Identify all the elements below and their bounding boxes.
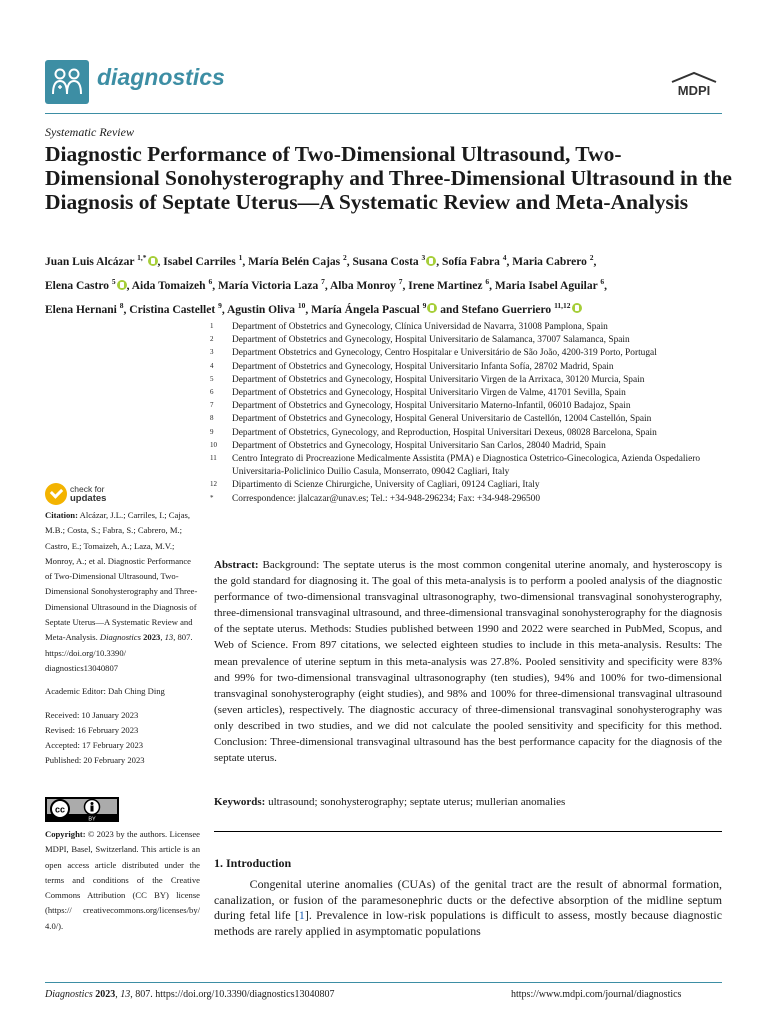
author-affiliation-number: 11,12 [554, 300, 571, 310]
journal-logo-icon [45, 60, 89, 104]
author-name[interactable]: Elena Castro [45, 279, 109, 292]
affiliation-number: 1 [210, 322, 214, 330]
affiliation-number: 7 [210, 401, 214, 410]
affiliation-number: 6 [210, 388, 214, 397]
publisher-name: MDPI [677, 83, 711, 98]
author-name[interactable]: Irene Martinez [408, 279, 483, 292]
affiliation-text: Department of Obstetrics, Gynecology, and Reproduction, Hospital Universitari Dexeus, 08028 Barcelona, Spain [232, 427, 657, 438]
journal-name[interactable]: diagnostics [97, 64, 225, 90]
affiliation-text: Department of Obstetrics and Gynecology, Clínica Universidad de Navarra, 31008 Pamplona, Spain [232, 322, 608, 332]
author-list: Juan Luis Alcázar $^{1,*}$ , Isabel Carriles $^1$, María Belén Cajas $^2$, Susana Costa $^3$ , Sofía Fabra $^4$, Maria Cabrero $^2$, Elena Castro $^5$ , Aida Tomaizeh $^6$, María Victoria Laza $^7$, Alba Monroy $^7$, Irene Martinez $^6$, Maria Isabel Aguilar $^6$, Elena Hernani $^8$, Cristina Castellet $^9$, Agustin Oliva $^{10}$, María Ángela Pascual $^9$ and Stefano Guerriero $^{11,12}$ [45, 253, 607, 316]
author-name[interactable]: María Ángela Pascual [311, 303, 420, 316]
affiliation-item [210, 374, 730, 387]
author-affiliation-number: 7 [321, 276, 325, 286]
section-heading: 1. Introduction [214, 856, 292, 870]
affiliation-item [210, 334, 730, 347]
check-updates-icon[interactable] [45, 483, 67, 505]
mdpi-logo-icon[interactable] [668, 70, 720, 100]
affiliation-text: Department of Obstetrics and Gynecology, Hospital General Universitario de Castellón, 12004 Castellón, Spain [232, 414, 652, 425]
cc-by-label: BY [88, 816, 96, 822]
author-affiliation-number: 10 [297, 300, 306, 310]
author-affiliation-number: 1 [238, 253, 243, 262]
orcid-icon[interactable] [117, 280, 127, 290]
copyright-notice: Copyright: © 2023 by the authors. Licensee MDPI, Basel, Switzerland. This article is an open access article distributed under the terms and conditions of the Creative Commons Attribution (CC BY) license (https:// creativecommons.org/licenses/by/ 4.0/). [45, 829, 200, 931]
affiliation-number: 3 [210, 348, 214, 357]
affiliation-text: Department of Obstetrics and Gynecology, Hospital Universitario Infanta Sofía, 28702 Madrid, Spain [232, 361, 614, 372]
affiliation-number: * [210, 493, 214, 502]
reference-link[interactable]: 1 [298, 908, 305, 923]
author-affiliation-number: 2 [589, 253, 594, 262]
affiliation-item [210, 387, 730, 400]
author-affiliation-number: 9 [218, 300, 222, 310]
author-affiliation-number: 6 [485, 276, 490, 286]
affiliation-text: Department of Obstetrics and Gynecology, Hospital Universitario de Salamanca, 37007 Salamanca, Spain [232, 335, 630, 346]
affiliation-text: Dipartimento di Scienze Chirurgiche, University of Cagliari, 09124 Cagliari, Italy [232, 480, 540, 491]
author-name[interactable]: Aida Tomaizeh [131, 279, 206, 292]
affiliation-item [210, 493, 730, 506]
published-date: Published: 20 February 2023 [45, 755, 145, 766]
check-updates-label[interactable]: check for updates [70, 484, 107, 504]
author-name[interactable]: Isabel Carriles [163, 255, 236, 268]
footer-url[interactable]: https://www.mdpi.com/journal/diagnostics [511, 989, 682, 1000]
affiliation-item [210, 321, 730, 334]
author-name[interactable]: Cristina Castellet [129, 303, 216, 316]
affiliation-item [210, 427, 730, 440]
author-affiliation-number: 6 [600, 276, 605, 286]
affiliation-text: Department of Obstetrics and Gynecology, Hospital Universitario San Carlos, 28040 Madrid, Spain [232, 440, 606, 451]
orcid-icon[interactable] [427, 303, 437, 313]
affiliation-item [210, 453, 730, 479]
affiliation-text: Centro Integrato di Procreazione Medicalmente Assistita (PMA) e Diagnostica Ostetrico-Ginecologica, Azienda Ospedaliero Universitaria-Policlinico Duilio Casula, Monserrato, 09042 Cagliari, Italy [232, 454, 701, 478]
author-affiliation-number: 3 [421, 253, 426, 262]
author-affiliation-number: 7 [398, 276, 403, 286]
affiliation-text: Department Obstetrics and Gynecology, Centro Hospitalar e Universitário de São João, 4200-319 Porto, Portugal [232, 348, 657, 359]
author-name[interactable]: Maria Isabel Aguilar [494, 279, 598, 292]
author-name[interactable]: Stefano Guerriero [461, 303, 552, 316]
affiliation-number: 12 [210, 480, 217, 489]
author-name[interactable]: Agustin Oliva [226, 303, 295, 316]
orcid-icon[interactable] [148, 256, 158, 266]
author-affiliation-number: 2 [343, 253, 347, 262]
svg-text:cc: cc [54, 804, 66, 815]
affiliation-number: 5 [210, 374, 214, 383]
author-affiliation-number: 4 [502, 253, 507, 262]
affiliation-number: 9 [210, 427, 214, 436]
author-affiliation-number: 8 [119, 300, 124, 310]
orcid-icon[interactable] [426, 256, 436, 266]
author-name[interactable]: Alba Monroy [329, 279, 396, 292]
author-affiliation-number: 6 [208, 276, 213, 286]
affiliation-item [210, 361, 730, 374]
intro-paragraph: Congenital uterine anomalies (CUAs) of the genital tract are the result of abnormal formation, canalization, or fusion of the paramesonephric ducts or the defective absorption of the midline septum during fetal life [1]. Prevalence in low-risk populations is difficult to assess, mostly because diagnostic methods are rarely applied in asymptomatic populations [214, 877, 722, 938]
affiliation-item [210, 440, 730, 453]
affiliation-item [210, 400, 730, 413]
affiliation-item [210, 347, 730, 360]
footer-citation[interactable]: Diagnostics 2023, 13, 807. https://doi.org/10.3390/diagnostics13040807 [45, 989, 335, 1000]
affiliation-text: Department of Obstetrics and Gynecology, Hospital Universitario Virgen de la Arrixaca, 30120 Murcia, Spain [232, 374, 645, 385]
sidebar-metadata [45, 508, 200, 769]
received-date: Received: 10 January 2023 [45, 709, 139, 720]
author-name[interactable]: Elena Hernani [45, 303, 117, 316]
affiliation-text: Department of Obstetrics and Gynecology, Hospital Universitario Materno-Infantil, 06010 Badajoz, Spain [232, 401, 631, 412]
academic-editor: Academic Editor: Dah Ching Ding [45, 686, 165, 697]
footer-divider [45, 982, 722, 983]
author-affiliation-number: 1,* [137, 253, 147, 262]
article-title: Diagnostic Performance of Two-Dimensional Ultrasound, Two-Dimensional Sonohysterography and Three-Dimensional Ultrasound in the Diagnosis of Septate Uterus—A Systematic Review and Meta-Analysis [45, 142, 732, 214]
author-name[interactable]: Maria Cabrero [512, 255, 587, 268]
author-name[interactable]: María Victoria Laza [217, 279, 319, 292]
orcid-icon[interactable] [572, 303, 582, 313]
abstract: Abstract: Background: The septate uterus is the most common congenital uterine anomaly, and hysteroscopy is the gold standard for diagnosing it. The goal of this meta-analysis is to perform a pooled analysis of the diagnostic performance of two-dimensional transvaginal ultrasonography, two-dimensional transvaginal sonohysterography, three-dimensional transvaginal ultrasound, and three-dimensional transvaginal sonohysterography for the diagnosis of the septate uterus. Methods: Studies published between 1990 and 2022 were searched in PubMed, Scopus, and Web of Science. From 897 citations, we selected eighteen studies to include in this meta-analysis. Results: The mean prevalence of uterine septum in this meta-analysis was 27.8%. Pooled sensitivity and specificity were 83% and 99% for two-dimensional transvaginal ultrasonography (ten studies), 94% and 100% for two-dimensional transvaginal sonohysterography (eight studies), and 98% and 100% for three-dimensional transvaginal ultrasound (seven articles), respectively. The diagnostic accuracy of three-dimensional transvaginal sonohysterography was only described in two studies, and we did not calculate the pooled sensitivity and specificity for this method. Conclusion: Three-dimensional transvaginal ultrasound has the best performance capacity for the diagnosis of the septate uterus. [214, 559, 723, 765]
affiliation-item [210, 413, 730, 426]
article-type: Systematic Review [45, 125, 134, 139]
affiliation-number: 2 [210, 335, 214, 344]
affiliation-text: Department of Obstetrics and Gynecology, Hospital Universitario Virgen de Valme, 41701 Sevilla, Spain [232, 388, 626, 399]
author-affiliation-number: 5 [111, 276, 116, 286]
author-name[interactable]: Susana Costa [352, 255, 419, 268]
affiliation-number: 11 [210, 454, 217, 463]
author-name[interactable]: Juan Luis Alcázar [45, 255, 135, 268]
section-divider [214, 831, 722, 832]
affiliation-text[interactable]: Correspondence: jlalcazar@unav.es; Tel.: +34-948-296234; Fax: +34-948-296500 [232, 493, 541, 504]
author-affiliation-number: 9 [422, 300, 427, 310]
header-divider [45, 113, 722, 114]
author-name[interactable]: María Belén Cajas [248, 255, 341, 268]
affiliation-list [210, 321, 730, 506]
citation: Citation: Alcázar, J.L.; Carriles, I.; Cajas, M.B.; Costa, S.; Fabra, S.; Cabrero, M.; Castro, E.; Tomaizeh, A.; Laza, M.V.; Monroy, A.; et al. Diagnostic Performance of Two-Dimensional Ultrasound, Two-Dimensional Sonohysterography and Three-Dimensional Ultrasound in the Diagnosis of Septate Uterus—A Systematic Review and Meta-Analysis. Diagnostics 2023, 13, 807. https://doi.org/10.3390/ diagnostics13040807 [45, 510, 198, 673]
affiliation-item [210, 479, 730, 492]
keywords: Keywords: ultrasound; sonohysterography; septate uterus; mullerian anomalies [214, 796, 566, 808]
revised-date: Revised: 16 February 2023 [45, 724, 139, 735]
affiliation-number: 8 [210, 414, 214, 423]
accepted-date: Accepted: 17 February 2023 [45, 740, 144, 751]
affiliation-number: 4 [210, 361, 214, 370]
cc-license-icon[interactable] [45, 797, 119, 822]
author-name[interactable]: Sofía Fabra [442, 255, 500, 268]
affiliation-number: 10 [210, 440, 217, 449]
